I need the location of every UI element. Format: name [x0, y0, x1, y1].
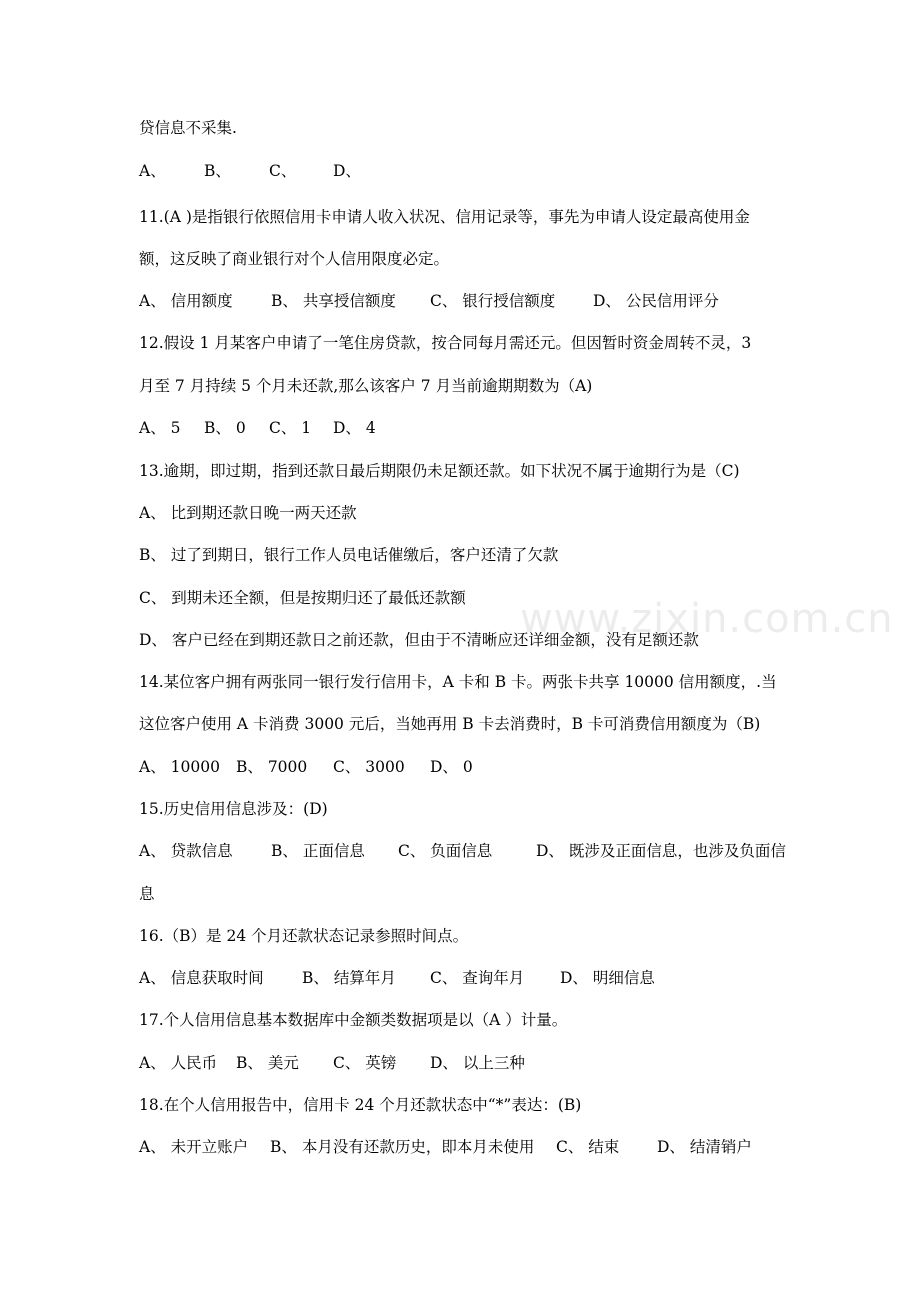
question-13: 13.逾期，即过期，指到还款日最后期限仍未足额还款。如下状况不属于逾期行为是（C) [139, 462, 740, 480]
option-d: D、 既涉及正面信息，也涉及负面信 [536, 842, 786, 860]
option-b: B、 美元 [236, 1054, 299, 1072]
option-b: B、 共享授信额度 [271, 292, 396, 310]
question-13-option-d: D、 客户已经在到期还款日之前还款，但由于不清晰应还详细金额，没有足额还款 [139, 631, 699, 649]
option-b: B、 本月没有还款历史，即本月未使用 [270, 1138, 535, 1156]
option-a: A、 信息获取时间 [139, 969, 264, 987]
option-b: B、 结算年月 [302, 969, 396, 987]
text-line: 贷信息不采集. [139, 119, 237, 137]
question-12-line-1: 12.假设 1 月某客户申请了一笔住房贷款，按合同每月需还元。但因暂时资金周转不灵，3 [139, 334, 752, 352]
question-12-line-2: 月至 7 月持续 5 个月未还款,那么该客户 7 月当前逾期期数为（A) [139, 377, 593, 395]
option-b: B、 0 [204, 419, 246, 437]
question-18: 18.在个人信用报告中，信用卡 24 个月还款状态中“*”表达：(B) [139, 1096, 582, 1114]
option-d: D、 0 [430, 758, 473, 776]
question-15: 15.历史信用信息涉及：(D) [139, 800, 328, 818]
option-a: A、 信用额度 [139, 292, 233, 310]
option-d: D、 明细信息 [560, 969, 655, 987]
option-d: D、 公民信用评分 [593, 292, 719, 310]
question-16: 16.（B）是 24 个月还款状态记录参照时间点。 [139, 927, 469, 945]
option-d: D、 以上三种 [430, 1054, 525, 1072]
option-c: C、 银行授信额度 [430, 292, 556, 310]
watermark: www.zixin.com.cn [520, 596, 894, 642]
option-b: B、 7000 [236, 758, 308, 776]
question-11-line-1: 11.(A )是指银行依照信用卡申请人收入状况、信用记录等，事先为申请人设定最高使用金 [139, 208, 750, 226]
option-a: A、 [139, 162, 166, 180]
question-17: 17.个人信用信息基本数据库中金额类数据项是以（A ）计量。 [139, 1011, 568, 1029]
option-c: C、 英镑 [333, 1054, 397, 1072]
question-13-option-a: A、 比到期还款日晚一两天还款 [139, 504, 357, 522]
question-14-line-2: 这位客户使用 A 卡消费 3000 元后，当她再用 B 卡去消费时，B 卡可消费信用额度为（B) [139, 715, 761, 733]
option-c: C、 结束 [556, 1138, 620, 1156]
option-a: A、 人民币 [139, 1054, 218, 1072]
option-a: A、 未开立账户 [139, 1138, 249, 1156]
option-d: D、 [333, 162, 361, 180]
question-13-option-c: C、 到期未还全额，但是按期归还了最低还款额 [139, 589, 466, 607]
option-d: D、 结清销户 [657, 1138, 752, 1156]
question-11-line-2: 额，这反映了商业银行对个人信用限度必定。 [139, 250, 450, 268]
option-a: A、 10000 [139, 758, 220, 776]
option-c: C、 [269, 162, 297, 180]
question-14-line-1: 14.某位客户拥有两张同一银行发行信用卡，A 卡和 B 卡。两张卡共享 10000 信用额度，.当 [139, 673, 777, 691]
option-d: D、 4 [333, 419, 376, 437]
option-c: C、 1 [269, 419, 312, 437]
question-13-option-b: B、 过了到期日，银行工作人员电话催缴后，客户还清了欠款 [139, 546, 559, 564]
option-a: A、 贷款信息 [139, 842, 233, 860]
option-c: C、 查询年月 [430, 969, 525, 987]
option-b: B、 [204, 162, 231, 180]
option-c: C、 3000 [333, 758, 405, 776]
question-15-option-continuation: 息 [139, 885, 155, 903]
option-c: C、 负面信息 [398, 842, 493, 860]
option-a: A、 5 [139, 419, 181, 437]
option-b: B、 正面信息 [271, 842, 365, 860]
